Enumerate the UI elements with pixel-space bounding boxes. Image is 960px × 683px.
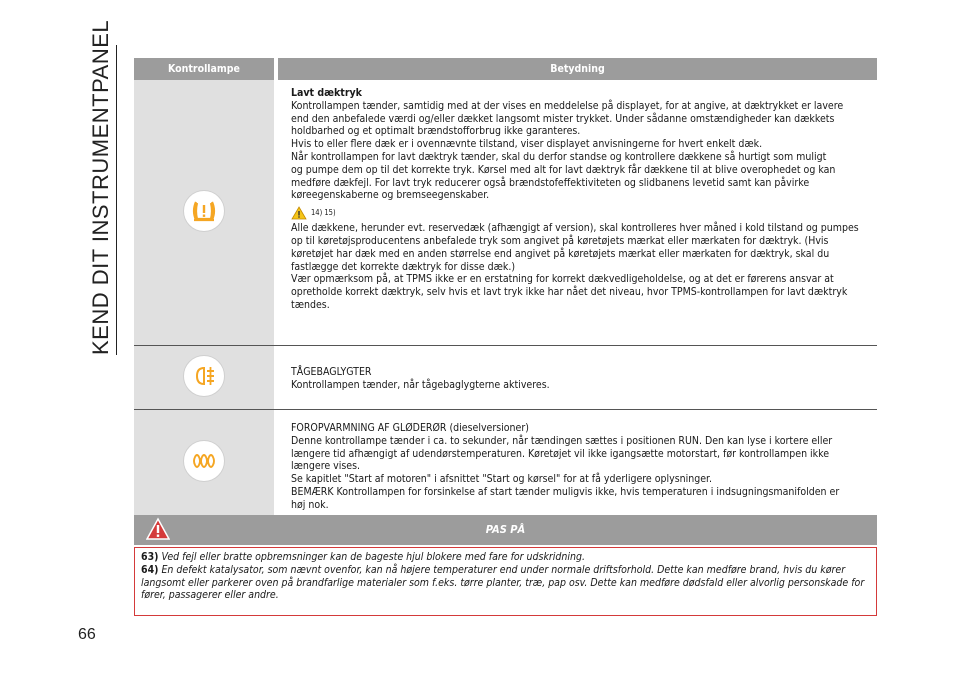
desc-line: Hvis to eller flere dæk er i ovennævnte tilstand, viser displayet anvisningerne for hvert enkelt dæk. bbox=[291, 138, 763, 151]
table-row bbox=[134, 346, 877, 410]
desc-line: Alle dækkene, herunder evt. reservedæk (afhængigt af version), skal kontrolleres hver måned i kold tilstand og pumpes bbox=[291, 222, 859, 235]
desc-line: opretholde korrekt dæktryk, selv hvis et lavt tryk ikke har nået det niveau, hvor TPMS-kontrollampen for lavt dæktryk bbox=[291, 286, 848, 299]
table-header-row bbox=[134, 58, 877, 80]
tire-pressure-warning-icon bbox=[184, 191, 224, 231]
warning-item-number: 64) bbox=[141, 563, 159, 576]
desc-line: Se kapitlet "Start af motoren" i afsnittet "Start og kørsel" for at få yderligere oplysninger. bbox=[291, 473, 712, 486]
header-kontrollampe: Kontrollampe bbox=[134, 58, 274, 80]
indicator-table bbox=[134, 58, 877, 517]
desc-line: høj nok. bbox=[291, 498, 329, 511]
desc-line: Vær opmærksom på, at TPMS ikke er en erstatning for korrekt dækvedligeholdelse, og at det er førerens ansvar at bbox=[291, 273, 834, 286]
warning-banner bbox=[134, 515, 877, 545]
description-cell bbox=[278, 410, 877, 517]
desc-line: og pumpe dem op til det korrekte tryk. Kørsel med alt for lavt dæktryk får dækkene til at blive overophedet og kan bbox=[291, 163, 836, 176]
warning-triangle-icon bbox=[291, 206, 307, 220]
desc-line: fastlægge det korrekte dæktryk for disse dæk.) bbox=[291, 260, 516, 273]
lamp-cell bbox=[134, 80, 274, 346]
rear-fog-light-icon bbox=[184, 356, 224, 396]
desc-line: tændes. bbox=[291, 298, 330, 311]
warning-title: PAS PÅ bbox=[485, 523, 526, 536]
desc-line: op til køretøjsproducentens anbefalede tryk som angivet på køretøjets mærkat eller mærkaten for dæktryk. (Hvis bbox=[291, 234, 829, 247]
desc-line: end den anbefalede værdi og/eller dækket langsomt mister trykket. Under sådanne omstændigheder kan dækkets bbox=[291, 112, 835, 125]
page-number: 66 bbox=[78, 626, 96, 643]
desc-line: længere vises. bbox=[291, 460, 361, 473]
table-row bbox=[134, 410, 877, 517]
desc-line: længere tid afhængigt af udendørstemperaturen. Køretøjet vil ikke igangsætte motorstart, før kontrollampen ikke bbox=[291, 447, 830, 460]
warning-item bbox=[141, 564, 870, 602]
lamp-cell bbox=[134, 346, 274, 410]
footnote-refs: 14) 15) bbox=[311, 207, 336, 217]
description-cell bbox=[278, 80, 877, 346]
warning-triangle-icon bbox=[146, 517, 170, 541]
desc-line: holdbarhed og et optimalt brændstofforbrug ikke garanteres. bbox=[291, 125, 581, 138]
desc-line: Kontrollampen tænder, når tågebaglygterne aktiveres. bbox=[291, 378, 550, 391]
desc-line: medføre dækfejl. For lavt tryk reducerer også brændstofeffektiviteten og slidbanens levetid samt kan påvirke køreegenskaberne og bremseegenskaber. bbox=[291, 176, 810, 202]
desc-line: FOROPVARMNING AF GLØDERØR (dieselversioner) bbox=[291, 422, 529, 434]
desc-line: Kontrollampen tænder, samtidig med at der vises en meddelelse på displayet, for at angive, at dæktrykket er lavere bbox=[291, 99, 844, 112]
warning-body bbox=[134, 547, 877, 616]
header-betydning: Betydning bbox=[278, 58, 877, 80]
warning-item bbox=[141, 551, 870, 564]
chapter-side-title: KEND DIT INSTRUMENTPANEL bbox=[88, 45, 117, 355]
desc-line: køretøjet har dæk med en anden størrelse end angivet på køretøjets mærkat eller mærkaten for dæktryk, skal du bbox=[291, 247, 830, 260]
lamp-cell bbox=[134, 410, 274, 517]
desc-line: BEMÆRK Kontrollampen for forsinkelse af start tænder muligvis ikke, hvis temperaturen i indsugningsmanifolden er bbox=[291, 485, 840, 498]
warning-reference bbox=[291, 204, 877, 222]
warning-item-number: 63) bbox=[141, 551, 159, 563]
desc-line: Når kontrollampen for lavt dæktryk tænder, skal du derfor standse og kontrollere dækkene så hurtigt som muligt bbox=[291, 150, 827, 163]
glow-plug-icon bbox=[184, 441, 224, 481]
row-heading: Lavt dæktryk bbox=[291, 87, 362, 99]
desc-line: TÅGEBAGLYGTER bbox=[291, 366, 372, 378]
description-cell bbox=[278, 346, 877, 410]
desc-line: Denne kontrollampe tænder i ca. to sekunder, når tændingen sættes i positionen RUN. Den kan lyse i kortere eller bbox=[291, 434, 833, 447]
table-row bbox=[134, 80, 877, 346]
warning-item-text: En defekt katalysator, som nævnt ovenfor, kan nå højere temperaturer end under normale driftsforhold. Dette kan medføre brand, hvis du kører langsomt eller parkerer oven på brandfarlige materialer som f.eks. tørre planter, træ, pap osv. Dette kan medføre dødsfald eller alvorlig personskade for fører, passagerer eller andre. bbox=[141, 563, 865, 602]
warning-item-text: Ved fejl eller bratte opbremsninger kan de bageste hjul blokere med fare for udskridning. bbox=[161, 551, 586, 563]
